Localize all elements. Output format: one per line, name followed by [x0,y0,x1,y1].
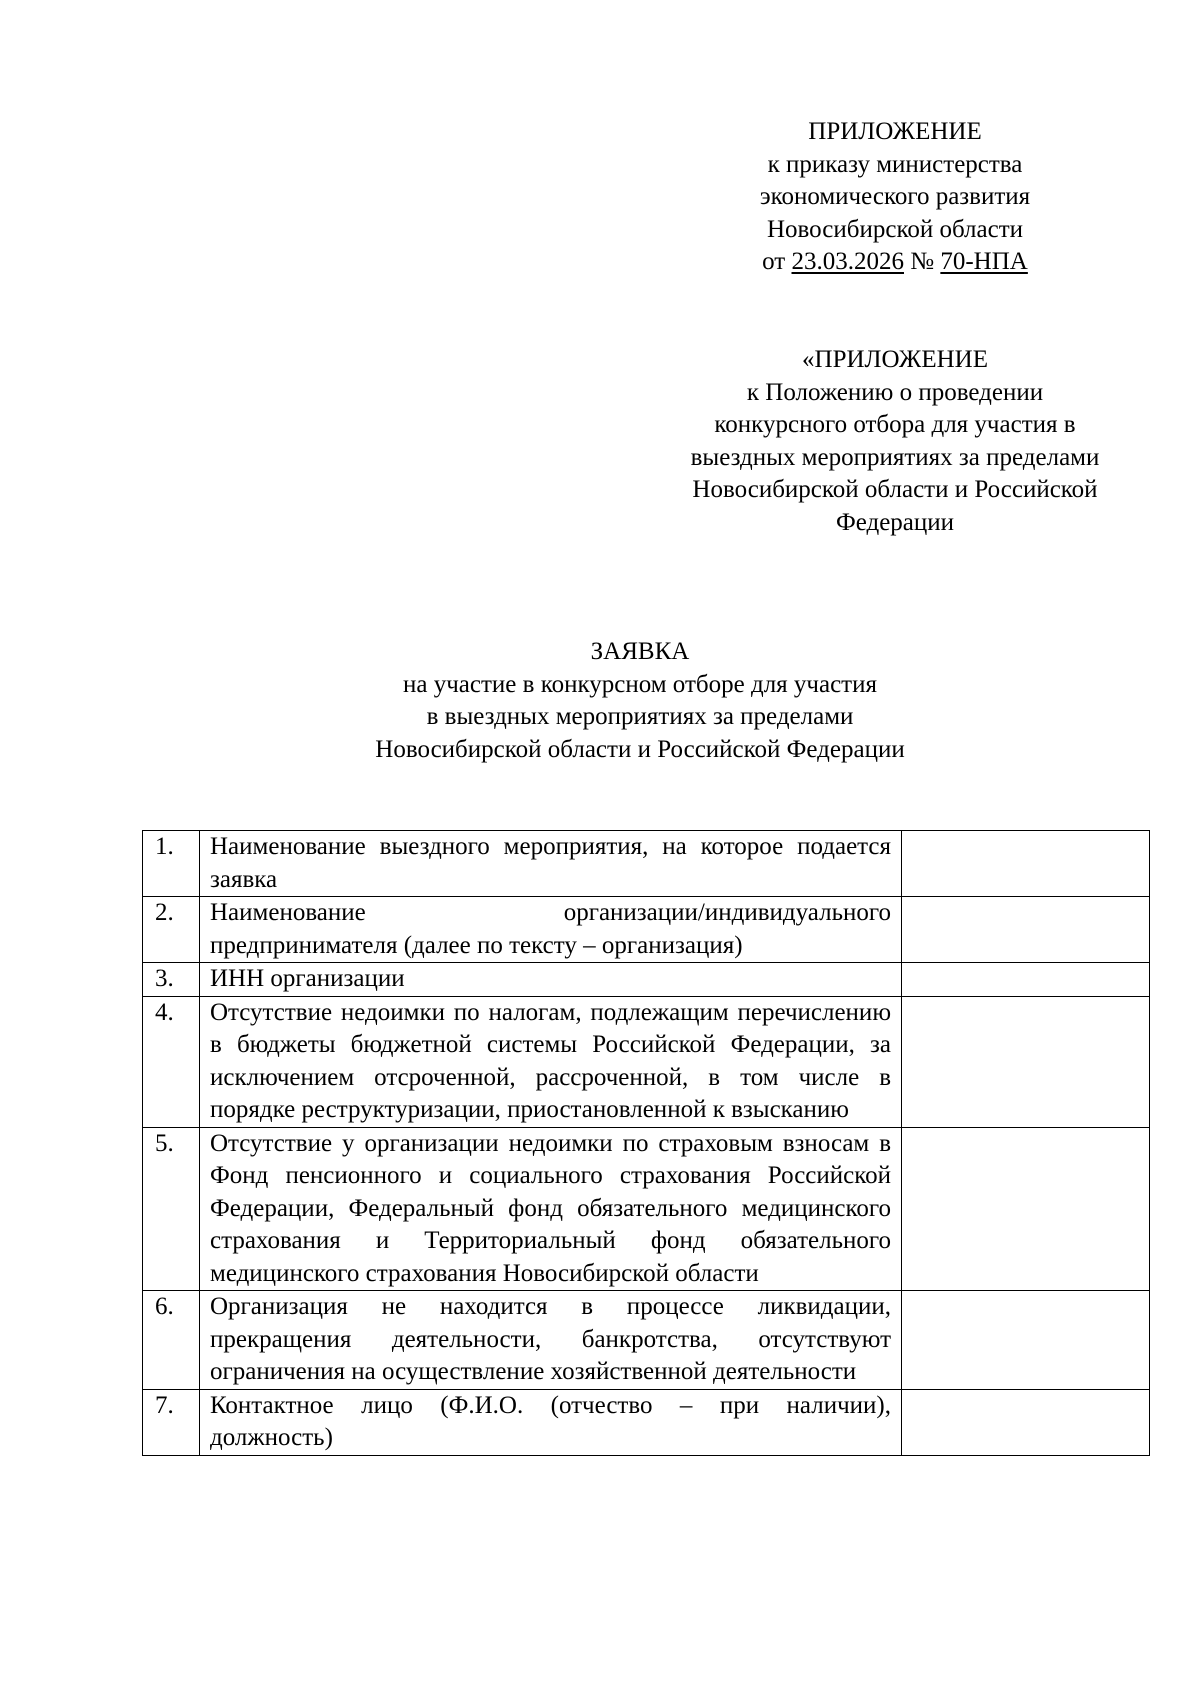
regulation-line-4: Новосибирской области и Российской [692,476,1098,503]
row-value-cell[interactable] [902,1127,1150,1291]
application-form-table [142,830,1150,1456]
row-number: 3. [143,963,200,997]
row-value-cell[interactable] [902,897,1150,963]
application-heading [200,636,1080,766]
table-row [143,897,1150,963]
row-label: Отсутствие у организации недоимки по страховым взносам в Фонд пенсионного и социального страхования Российской Федерации, Федеральный фонд обязательного медицинского страхования и Территориальный фонд обязательного медицинского страхования Новосибирской области [200,1127,902,1291]
application-title: ЗАЯВКА [590,638,690,665]
row-label: Наименование выездного мероприятия, на которое подается заявка [200,831,902,897]
appendix-date-prefix: от [762,248,792,275]
regulation-line-5: Федерации [835,508,955,536]
appendix-header [680,116,1110,279]
appendix-line-2: экономического развития [759,183,1031,210]
table-row [143,831,1150,897]
table-row [143,996,1150,1127]
regulation-header [640,344,1150,539]
regulation-line-2: конкурсного отбора для участия в [714,411,1076,438]
regulation-title: «ПРИЛОЖЕНИЕ [802,346,988,373]
row-number: 2. [143,897,200,963]
application-line-3: Новосибирской области и Российской Федерации [375,735,905,763]
row-value-cell[interactable] [902,996,1150,1127]
row-number: 1. [143,831,200,897]
appendix-line-3: Новосибирской области [766,215,1024,243]
appendix-number: 70-НПА [940,248,1028,275]
row-label: Наименование организации/индивидуального предпринимателя (далее по тексту – организация) [200,897,902,963]
table-row [143,1291,1150,1390]
regulation-line-3: выездных мероприятиях за пределами [690,443,1100,471]
table-row [143,1389,1150,1455]
row-label: Контактное лицо (Ф.И.О. (отчество – при наличии), должность) [200,1389,902,1455]
row-label: Отсутствие недоимки по налогам, подлежащим перечислению в бюджеты бюджетной системы Российской Федерации, за исключением отсроченной, рассроченной, в том числе в порядке реструктуризации, приостановленной к взысканию [200,996,902,1127]
row-number: 6. [143,1291,200,1390]
appendix-title: ПРИЛОЖЕНИЕ [808,118,982,145]
row-value-cell[interactable] [902,1389,1150,1455]
regulation-line-1: к Положению о проведении [746,378,1044,406]
row-value-cell[interactable] [902,831,1150,897]
appendix-line-1: к приказу министерства [767,150,1023,178]
row-number: 7. [143,1389,200,1455]
row-value-cell[interactable] [902,963,1150,997]
row-number: 5. [143,1127,200,1291]
table-row [143,1127,1150,1291]
row-value-cell[interactable] [902,1291,1150,1390]
application-line-2: в выездных мероприятиях за пределами [426,703,854,730]
row-label: ИНН организации [200,963,902,997]
table-row [143,963,1150,997]
appendix-date: 23.03.2026 [791,248,904,275]
row-number: 4. [143,996,200,1127]
appendix-order-line [680,246,1110,279]
row-label: Организация не находится в процессе ликвидации, прекращения деятельности, банкротства, отсутствуют ограничения на осуществление хозяйственной деятельности [200,1291,902,1390]
appendix-number-prefix: № [904,248,941,275]
application-line-1: на участие в конкурсном отборе для участия [403,670,877,698]
